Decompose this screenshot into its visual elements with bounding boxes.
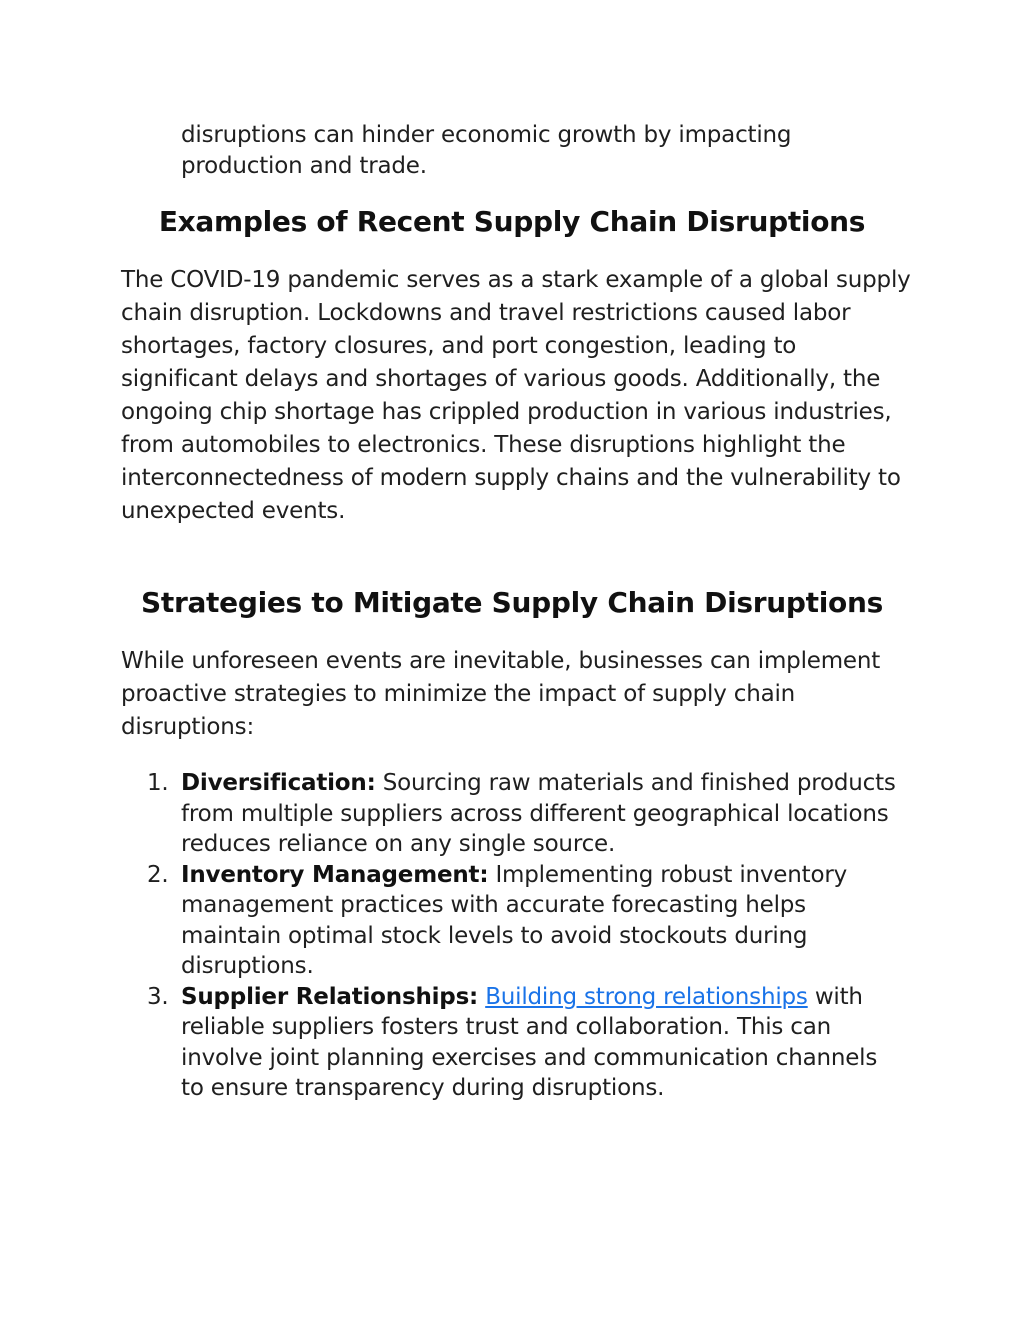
- examples-paragraph: The COVID-19 pandemic serves as a stark example of a global supply chain disruption. Lockdowns and travel restrictions caused labor shortages, factory closures, and port congestion, leading to significant delays and shortages of various goods. Additionally, the ongoing chip shortage has crippled production in various industries, from automobiles to electronics. These disruptions highlight the interconnectedness of modern supply chains and the vulnerability to unexpected events.: [121, 267, 911, 524]
- list-item: [147, 860, 906, 982]
- list-item-text: Implementing robust inventory management practices with accurate forecasting helps maintain optimal stock levels to avoid stockouts during disruptions.: [181, 861, 847, 979]
- list-item-number: 2.: [147, 861, 169, 888]
- list-item-term: Inventory Management:: [181, 861, 489, 888]
- building-relationships-link[interactable]: Building strong relationships: [485, 983, 808, 1010]
- list-item-term: Diversification:: [181, 770, 376, 796]
- strategies-intro-paragraph: While unforeseen events are inevitable, businesses can implement proactive strategies to minimize the impact of supply chain disruptions:: [121, 648, 881, 740]
- list-item-text: with reliable suppliers fosters trust and collaboration. This can involve joint planning exercises and communication channels to ensure transparency during disruptions.: [181, 983, 878, 1101]
- strategies-heading: Strategies to Mitigate Supply Chain Disruptions: [141, 586, 883, 619]
- list-item: [147, 982, 906, 1104]
- continuation-paragraph: disruptions can hinder economic growth by impacting production and trade.: [181, 122, 792, 179]
- list-item-number: 3.: [147, 983, 169, 1010]
- examples-heading: Examples of Recent Supply Chain Disruptions: [158, 205, 866, 238]
- list-item: [147, 768, 906, 860]
- list-item-text: Sourcing raw materials and finished products from multiple suppliers across different geographical locations reduces reliance on any single source.: [181, 770, 896, 857]
- strategies-list: [147, 768, 906, 1104]
- list-item-number: 1.: [147, 770, 169, 796]
- list-item-term: Supplier Relationships:: [181, 983, 479, 1010]
